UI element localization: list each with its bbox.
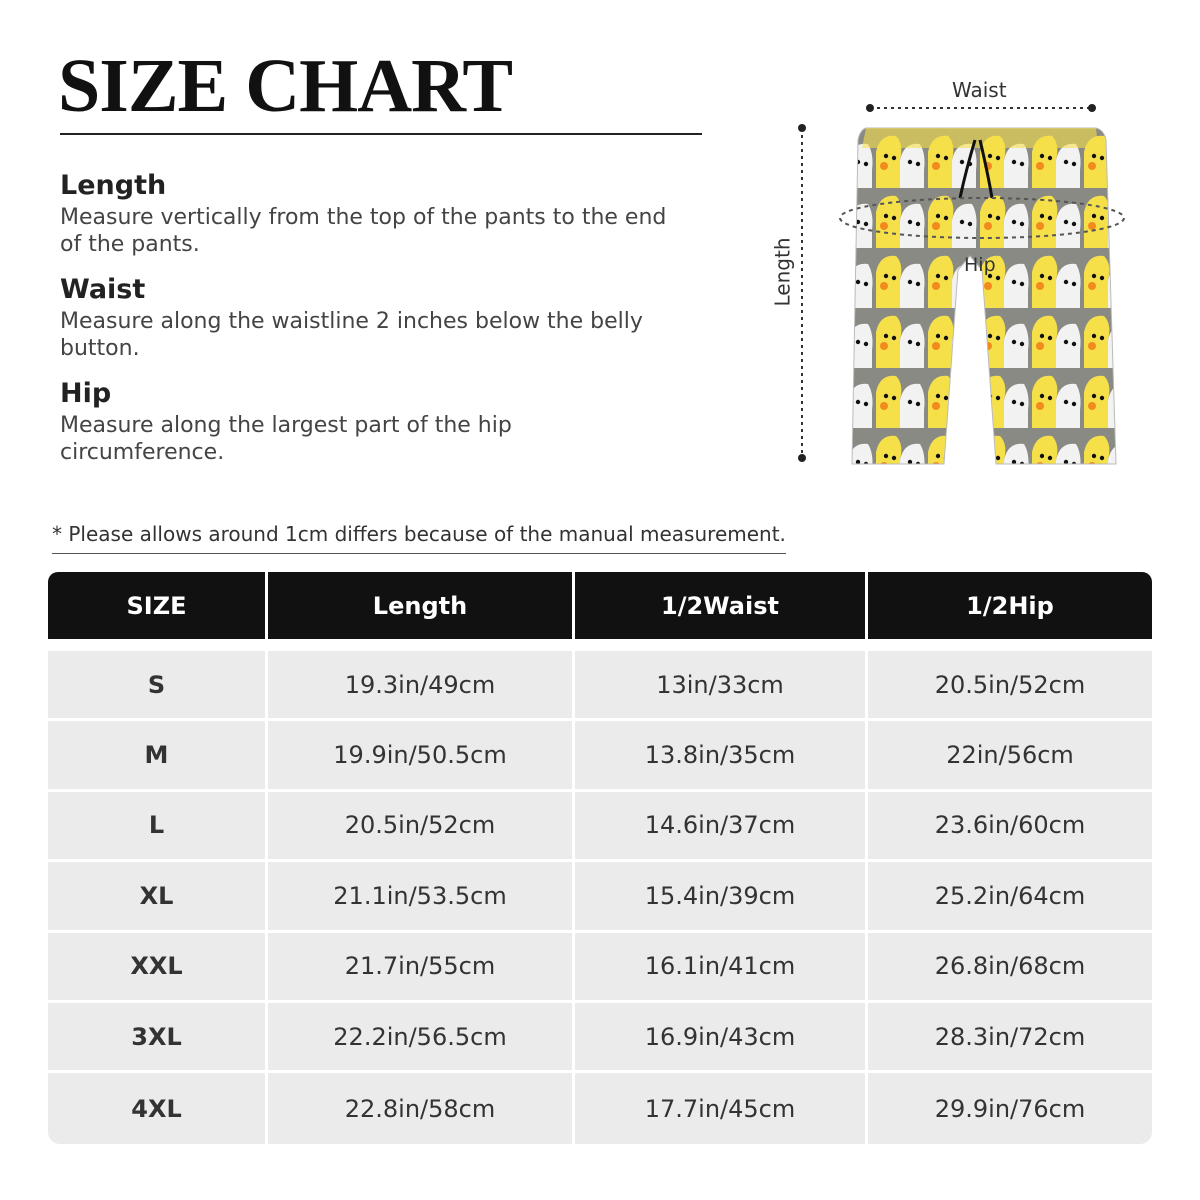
cell-size: XL <box>48 862 268 929</box>
definition-heading: Waist <box>60 274 146 305</box>
definition-text: Measure along the waistline 2 inches below the belly button. <box>60 309 643 361</box>
definition-waist <box>60 272 680 362</box>
cell-size: L <box>48 792 268 859</box>
cell-half-waist: 14.6in/37cm <box>575 792 868 859</box>
cell-size: XXL <box>48 933 268 1000</box>
measurement-note: * Please allows around 1cm differs because of the manual measurement. <box>52 522 786 546</box>
cell-half-waist: 16.9in/43cm <box>575 1003 868 1070</box>
cell-half-hip: 28.3in/72cm <box>934 1022 1086 1051</box>
table-row <box>48 721 1152 791</box>
measurement-definitions <box>60 168 680 480</box>
table-row <box>48 862 1152 932</box>
cell-length: 19.9in/50.5cm <box>268 721 575 788</box>
cell-half-waist: 15.4in/39cm <box>575 862 868 929</box>
definition-text: Measure vertically from the top of the pants to the end of the pants. <box>60 205 667 257</box>
cell-half-hip: 25.2in/64cm <box>934 881 1086 910</box>
table-row <box>48 1003 1152 1073</box>
note-underline <box>52 553 786 554</box>
cell-size: 3XL <box>48 1003 268 1070</box>
definition-length <box>60 168 680 258</box>
cell-length: 22.2in/56.5cm <box>268 1003 575 1070</box>
cell-length: 21.1in/53.5cm <box>268 862 575 929</box>
definition-heading: Hip <box>60 378 112 409</box>
table-row <box>48 651 1152 721</box>
table-body <box>48 651 1152 1144</box>
definition-hip <box>60 376 680 466</box>
cell-half-hip: 29.9in/76cm <box>934 1094 1086 1123</box>
cell-half-hip: 26.8in/68cm <box>934 952 1086 981</box>
shorts-illustration <box>770 70 1170 480</box>
cell-length: 21.7in/55cm <box>268 933 575 1000</box>
column-header-size: SIZE <box>48 572 268 639</box>
table-row <box>48 1073 1152 1143</box>
size-table <box>48 572 1152 1144</box>
column-header-half-hip: 1/2Hip <box>966 591 1054 620</box>
title-divider <box>60 133 702 135</box>
table-row <box>48 792 1152 862</box>
cell-half-hip: 23.6in/60cm <box>934 811 1086 840</box>
cell-half-waist: 17.7in/45cm <box>575 1073 868 1143</box>
column-header-half-waist: 1/2Waist <box>575 572 868 639</box>
definition-heading: Length <box>60 170 167 201</box>
column-header-length: Length <box>268 572 575 639</box>
cell-size: M <box>48 721 268 788</box>
cell-half-waist: 13in/33cm <box>575 651 868 718</box>
waist-label: Waist <box>952 78 1007 102</box>
length-label: Length <box>770 237 795 307</box>
cell-half-waist: 16.1in/41cm <box>575 933 868 1000</box>
table-header <box>48 572 1152 639</box>
hip-label: Hip <box>964 254 996 276</box>
table-row <box>48 933 1152 1003</box>
page-title: SIZE CHART <box>58 44 513 128</box>
cell-length: 19.3in/49cm <box>268 651 575 718</box>
definition-text: Measure along the largest part of the hip circumference. <box>60 413 512 465</box>
cell-length: 20.5in/52cm <box>268 792 575 859</box>
cell-length: 22.8in/58cm <box>268 1073 575 1143</box>
cell-half-hip: 20.5in/52cm <box>934 670 1086 699</box>
cell-half-waist: 13.8in/35cm <box>575 721 868 788</box>
cell-size: S <box>48 651 268 718</box>
cell-half-hip: 22in/56cm <box>946 741 1074 770</box>
cell-size: 4XL <box>48 1073 268 1143</box>
